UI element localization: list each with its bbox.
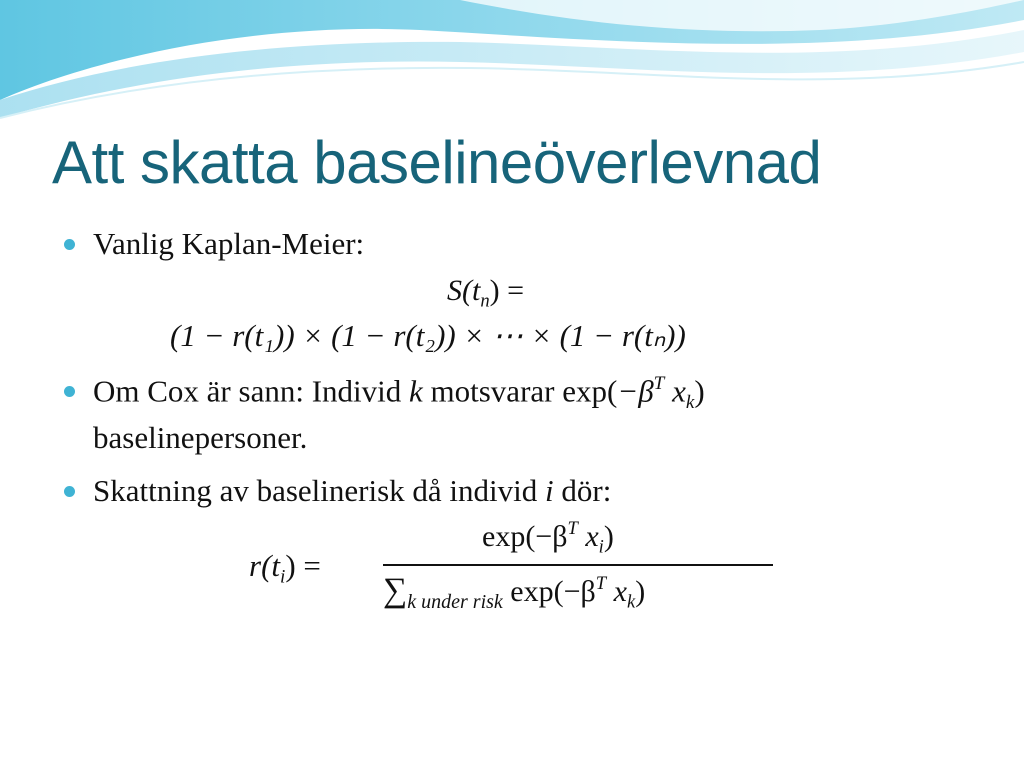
bullet-marker bbox=[64, 239, 75, 250]
bullet-kaplan-meier: Vanlig Kaplan-Meier: bbox=[93, 226, 365, 261]
risk-formula-lhs: $r(t_i)$ = bbox=[249, 548, 321, 588]
bullet-baseline-risk: Skattning av baselinerisk då individ i dör: bbox=[93, 473, 612, 508]
risk-formula-denominator: $\sum_{k under risk}$ $\exp(-\beta^T$ $x_k$) bbox=[383, 572, 646, 613]
bullet-cox-assumption: Om Cox är sann: Individ k motsvarar $\exp(-\beta^T$ $x_k$) bbox=[93, 373, 705, 414]
bullet-marker bbox=[64, 386, 75, 397]
risk-formula-numerator: $\exp(-\beta^T$ $x_i$) bbox=[482, 518, 614, 558]
slide-title: Att skatta baselineöverlevnad bbox=[52, 129, 822, 196]
bullet-marker bbox=[64, 486, 75, 497]
km-formula-line2: (1 − r(t₁)) × (1 − r(t₂)) × ⋯ × (1 − r(tₙ)) bbox=[170, 318, 686, 353]
fraction-bar bbox=[383, 564, 773, 566]
km-formula-line1: $S(t_n)$ = bbox=[447, 274, 525, 312]
wave-header-decoration bbox=[0, 0, 1024, 130]
bullet-cox-line2: baselinepersoner. bbox=[93, 420, 308, 455]
